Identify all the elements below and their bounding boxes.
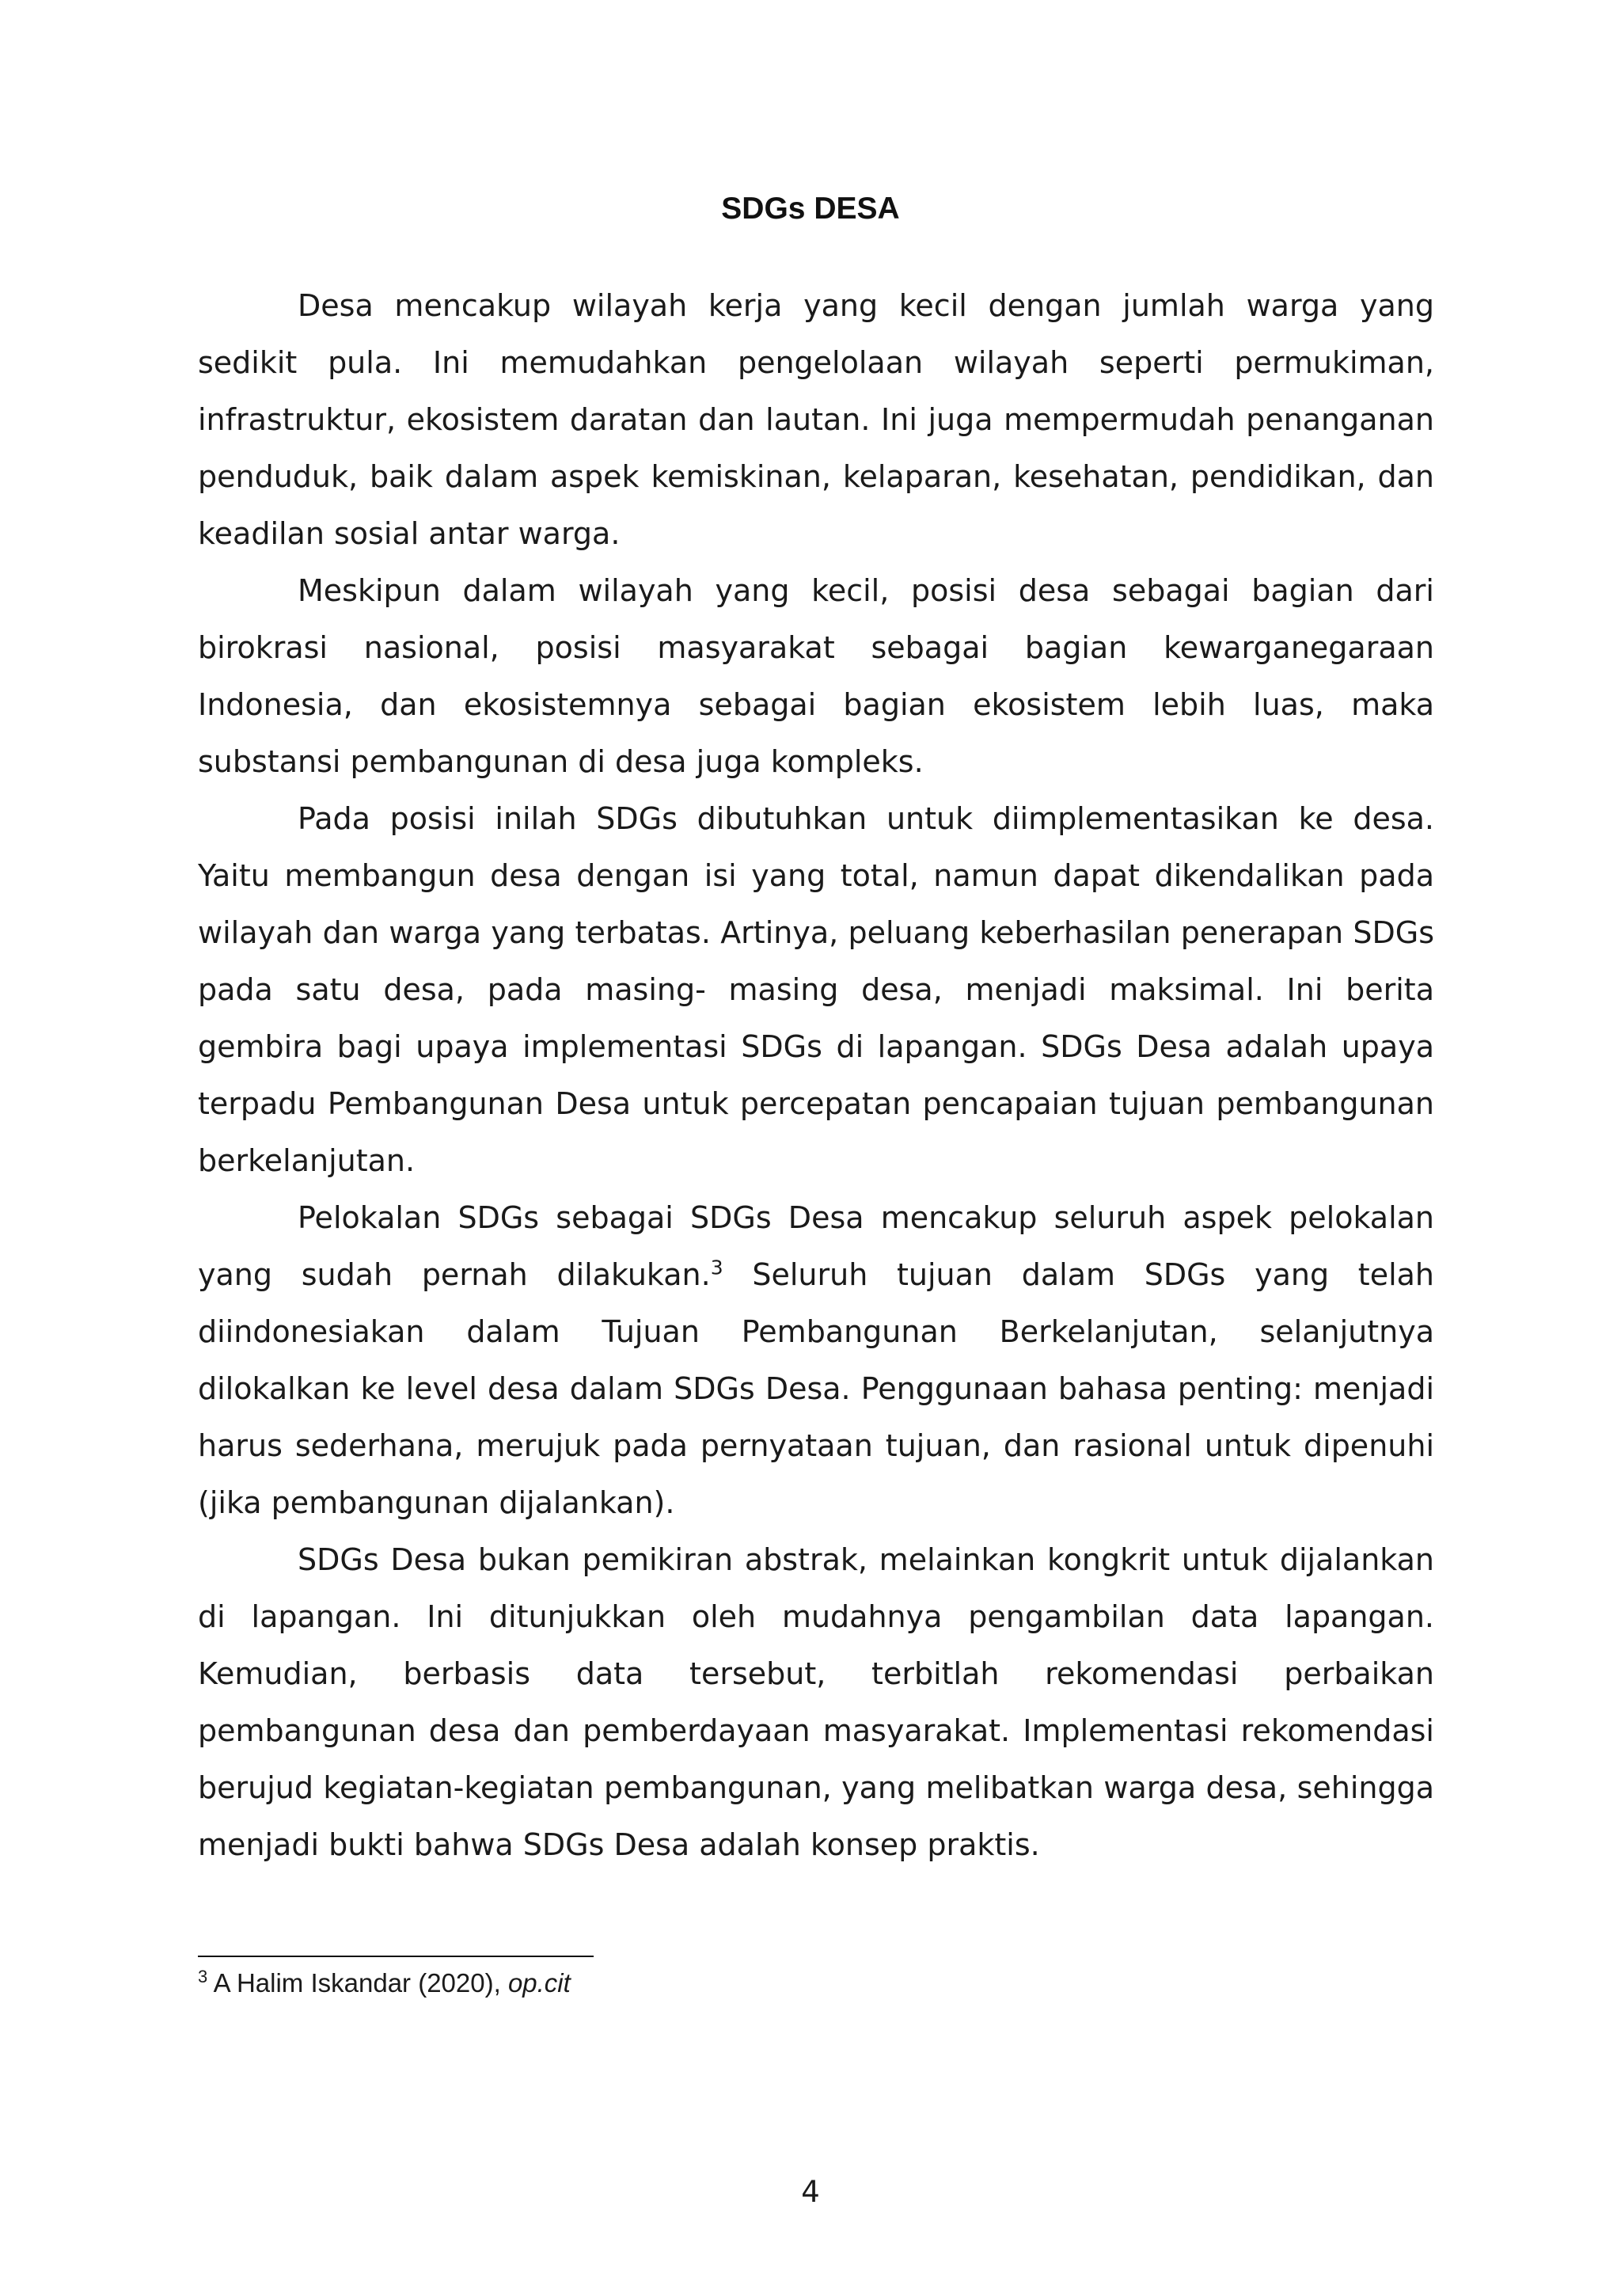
footnote: [198, 1965, 1434, 2001]
page-number: 4: [801, 2175, 820, 2209]
footnote-reference: 3: [710, 1256, 723, 1279]
paragraph-4-text-before-ref: Pelokalan SDGs sebagai SDGs Desa mencakup seluruh aspek pelokalan yang sudah pernah dilakukan.: [198, 1200, 1434, 1292]
paragraph-3: Pada posisi inilah SDGs dibutuhkan untuk diimplementasikan ke desa. Yaitu membangun desa dengan isi yang total, namun dapat dikendalikan pada wilayah dan warga yang terbatas. Artinya, peluang keberhasilan penerapan SDGs pada satu desa, pada masing- masing desa, menjadi maksimal. Ini berita gembira bagi upaya implementasi SDGs di lapangan. SDGs Desa adalah upaya terpadu Pembangunan Desa untuk percepatan pencapaian tujuan pembangunan berkelanjutan.: [198, 801, 1434, 1178]
paragraph-5: SDGs Desa bukan pemikiran abstrak, melainkan kongkrit untuk dijalankan di lapangan. Ini ditunjukkan oleh mudahnya pengambilan data lapangan. Kemudian, berbasis data tersebut, terbitlah rekomendasi perbaikan pembangunan desa dan pemberdayaan masyarakat. Implementasi rekomendasi berujud kegiatan-kegiatan pembangunan, yang melibatkan warga desa, sehingga menjadi bukti bahwa SDGs Desa adalah konsep praktis.: [198, 1542, 1434, 1862]
footnote-separator: [198, 1956, 594, 1957]
footnote-citation: op.cit: [507, 1968, 571, 1998]
paragraph-2: Meskipun dalam wilayah yang kecil, posisi desa sebagai bagian dari birokrasi nasional, posisi masyarakat sebagai bagian kewarganegaraan Indonesia, dan ekosistemnya sebagai bagian ekosistem lebih luas, maka substansi pembangunan di desa juga kompleks.: [198, 573, 1434, 779]
paragraph-4-text-after-ref: Seluruh tujuan dalam SDGs yang telah diindonesiakan dalam Tujuan Pembangunan Berkelanjutan, selanjutnya dilokalkan ke level desa dalam SDGs Desa. Penggunaan bahasa penting: menjadi harus sederhana, merujuk pada pernyataan tujuan, dan rasional untuk dipenuhi (jika pembangunan dijalankan).: [198, 1257, 1435, 1520]
body-text: [198, 277, 1434, 1873]
paragraph-1: Desa mencakup wilayah kerja yang kecil dengan jumlah warga yang sedikit pula. Ini memudahkan pengelolaan wilayah seperti permukiman, infrastruktur, ekosistem daratan dan lautan. Ini juga mempermudah penanganan penduduk, baik dalam aspek kemiskinan, kelaparan, kesehatan, pendidikan, dan keadilan sosial antar warga.: [198, 288, 1434, 551]
page-title: SDGs DESA: [721, 192, 900, 226]
footnote-number: 3: [198, 1967, 208, 1986]
paragraph-4: [198, 1189, 1434, 1531]
footnote-text: A Halim Iskandar (2020),: [207, 1968, 508, 1998]
